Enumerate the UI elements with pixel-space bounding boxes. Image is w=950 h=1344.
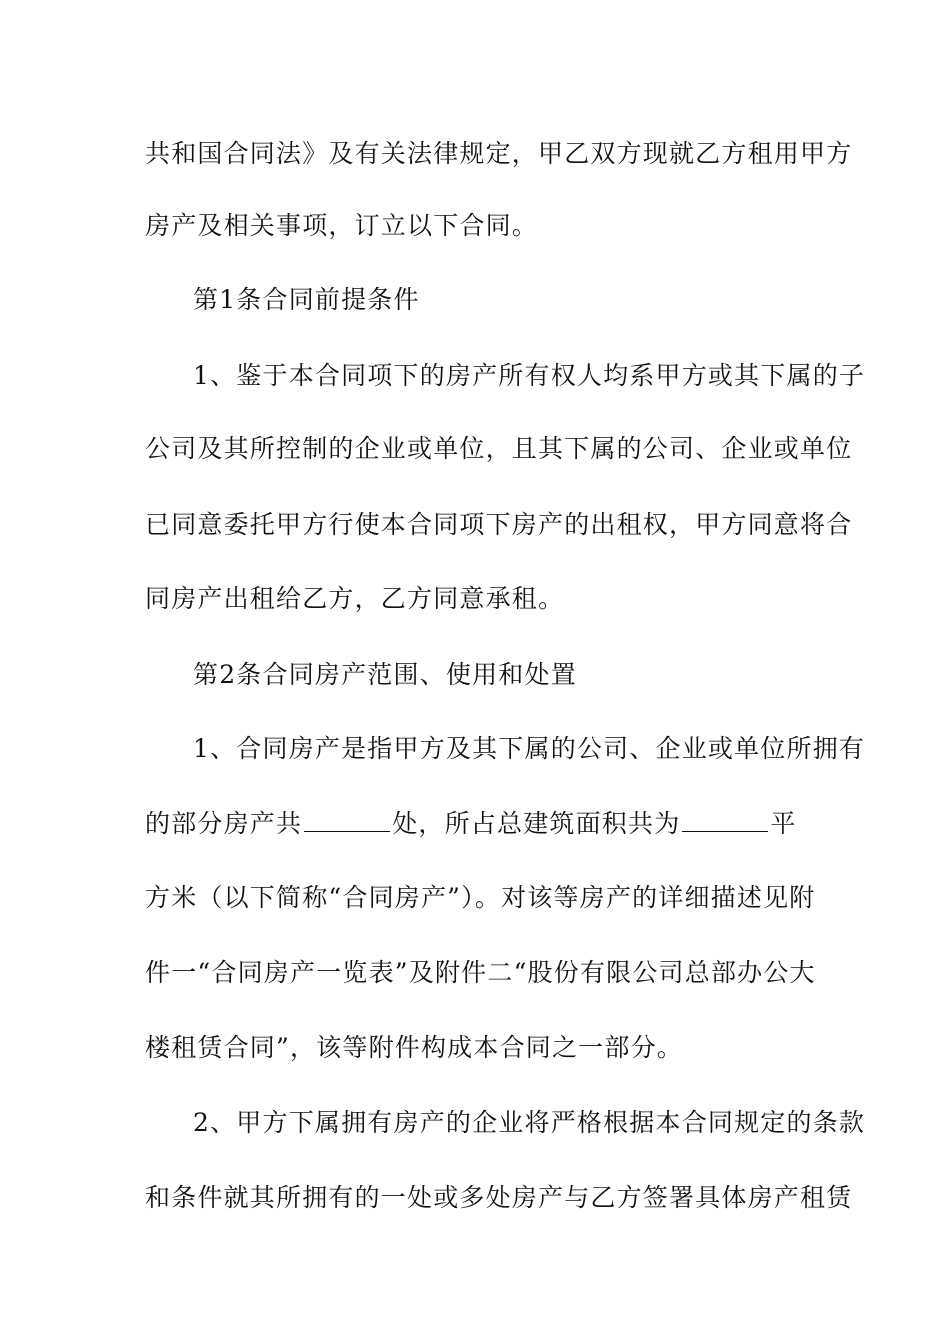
text-line: 和条件就其所拥有的一处或多处房产与乙方签署具体房产租赁: [145, 1183, 853, 1212]
text-line: 已同意委托甲方行使本合同项下房产的出租权，甲方同意将合: [145, 510, 853, 539]
text-line: 1、鉴于本合同项下的房产所有权人均系甲方或其下属的子: [193, 361, 866, 390]
text-line: 房产及相关事项，订立以下合同。: [145, 211, 539, 240]
text-line: 方米（以下简称“合同房产”）。对该等房产的详细描述见附: [145, 883, 816, 912]
section-heading: 第1条合同前提条件: [193, 285, 420, 314]
text-line-with-blanks: [145, 809, 805, 839]
text-segment: 处，所占总建筑面积共为: [392, 809, 681, 838]
section-heading: 第2条合同房产范围、使用和处置: [193, 660, 577, 689]
text-line: 件一“合同房产一览表”及附件二“股份有限公司总部办公大: [145, 958, 816, 987]
fill-in-blank: [304, 809, 390, 832]
text-line: 1、合同房产是指甲方及其下属的公司、企业或单位所拥有: [193, 734, 866, 763]
text-segment: 的部分房产共: [145, 809, 303, 838]
text-line: 公司及其所控制的企业或单位，且其下属的公司、企业或单位: [145, 434, 853, 463]
text-segment: 平: [770, 809, 797, 838]
text-line: 2、甲方下属拥有房产的企业将严格根据本合同规定的条款: [193, 1108, 866, 1137]
text-line: 同房产出租给乙方，乙方同意承租。: [145, 584, 565, 613]
fill-in-blank: [682, 809, 768, 832]
text-line: 共和国合同法》及有关法律规定，甲乙双方现就乙方租用甲方: [145, 139, 853, 168]
text-line: 楼租赁合同”，该等附件构成本合同之一部分。: [145, 1033, 683, 1062]
